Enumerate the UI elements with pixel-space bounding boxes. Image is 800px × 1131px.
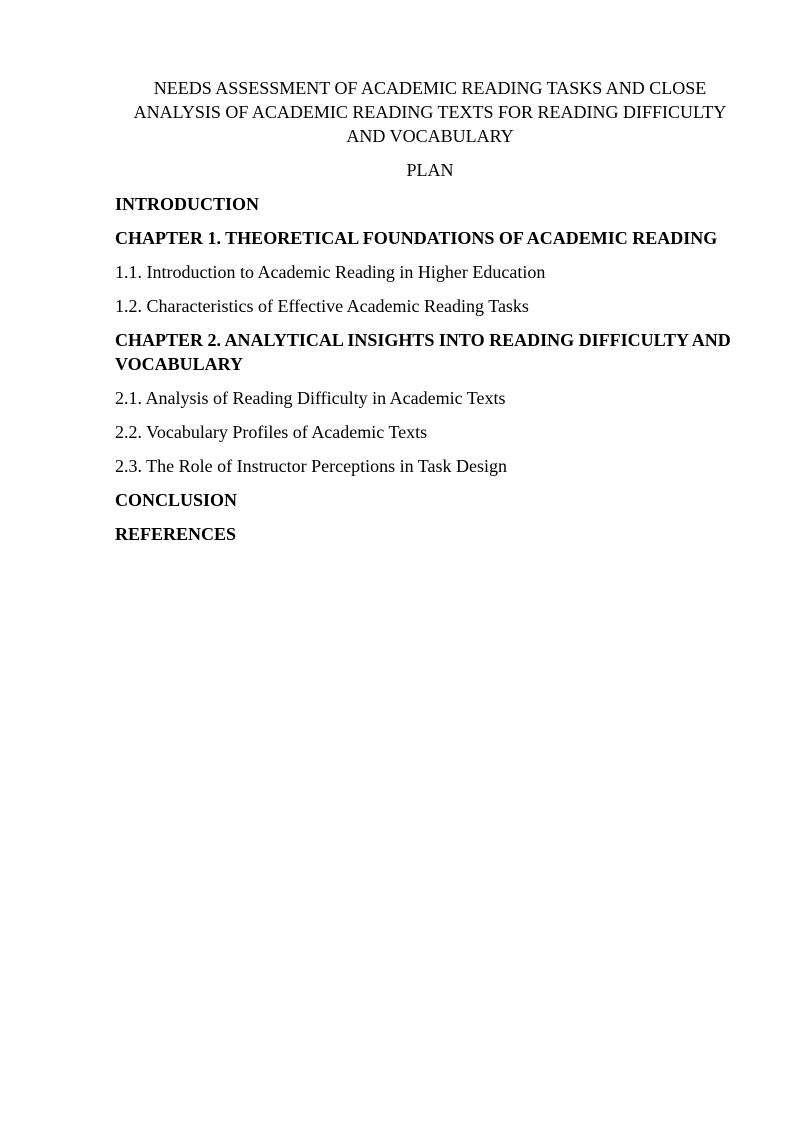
toc-introduction: INTRODUCTION xyxy=(115,194,260,214)
toc-chapter-2: CHAPTER 2. ANALYTICAL INSIGHTS INTO READING DIFFICULTY AND VOCABULARY xyxy=(115,330,731,374)
document-page xyxy=(115,76,745,556)
toc-references: REFERENCES xyxy=(115,524,237,544)
toc-section-1-2: 1.2. Characteristics of Effective Academic Reading Tasks xyxy=(115,296,529,316)
toc-conclusion: CONCLUSION xyxy=(115,490,238,510)
toc-chapter-1: CHAPTER 1. THEORETICAL FOUNDATIONS OF ACADEMIC READING xyxy=(115,228,718,248)
toc-section-2-2: 2.2. Vocabulary Profiles of Academic Texts xyxy=(115,422,428,442)
toc-section-2-1: 2.1. Analysis of Reading Difficulty in Academic Texts xyxy=(115,388,506,408)
document-title: NEEDS ASSESSMENT OF ACADEMIC READING TASKS AND CLOSE ANALYSIS OF ACADEMIC READING TEXTS FOR READING DIFFICULTY AND VOCABULARY xyxy=(133,78,727,146)
toc-section-1-1: 1.1. Introduction to Academic Reading in Higher Education xyxy=(115,262,546,282)
toc-section-2-3: 2.3. The Role of Instructor Perceptions in Task Design xyxy=(115,456,508,476)
plan-heading: PLAN xyxy=(406,160,454,180)
table-of-contents xyxy=(115,192,745,546)
